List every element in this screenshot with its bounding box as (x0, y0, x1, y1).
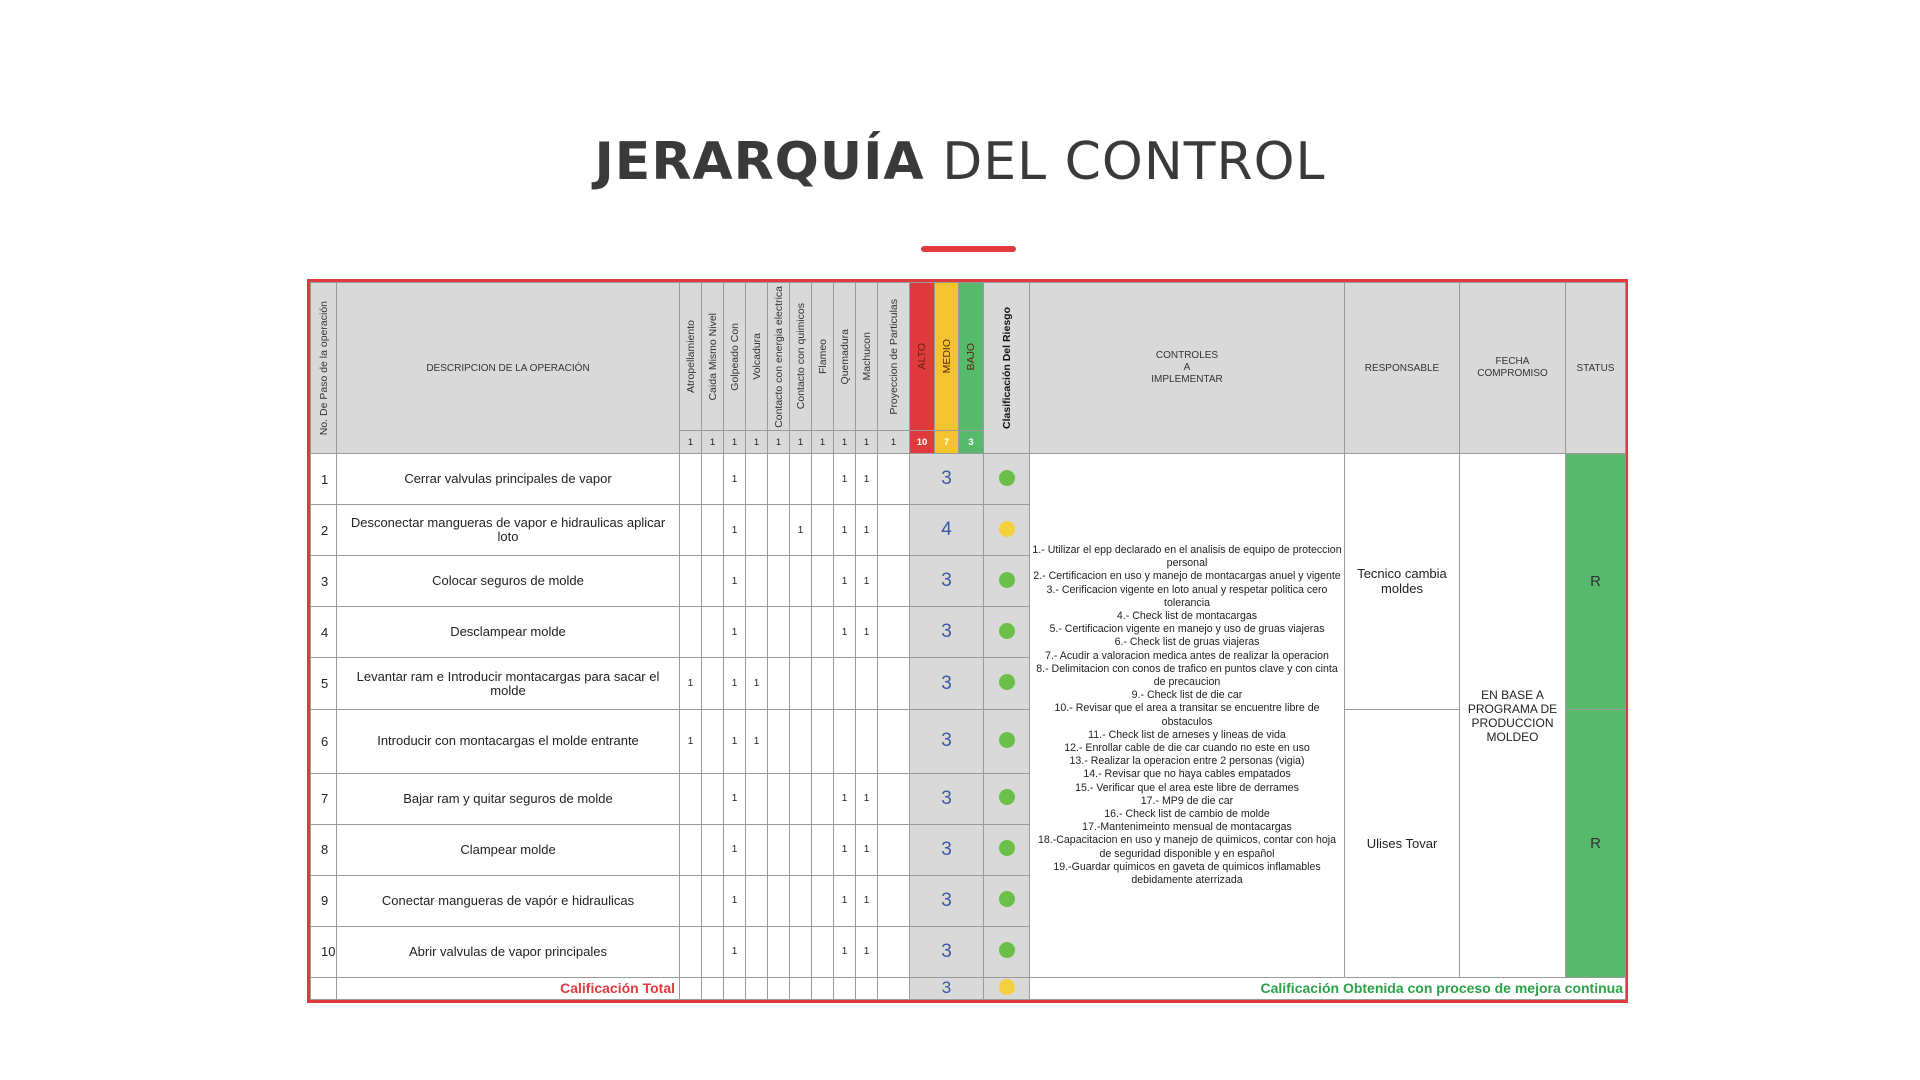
hazard-mark: 1 (724, 709, 746, 773)
hazard-mark: 1 (834, 454, 856, 505)
risk-classification (984, 709, 1030, 773)
status-value: R (1566, 454, 1626, 709)
title-bold: JERARQUÍA (594, 132, 925, 192)
hazard-mark (856, 709, 878, 773)
hazard-mark: 1 (856, 773, 878, 824)
hazard-mark (834, 709, 856, 773)
hazard-mark (680, 556, 702, 607)
hazard-mark: 1 (724, 658, 746, 709)
header-hazard: Contacto con quimicos (790, 283, 812, 431)
hazard-mark (768, 607, 790, 658)
hazard-mark (790, 658, 812, 709)
hazard-mark: 1 (680, 709, 702, 773)
risk-control-table (310, 282, 1626, 1000)
risk-score: 4 (910, 505, 984, 556)
hazard-mark: 1 (856, 556, 878, 607)
risk-dot (999, 470, 1015, 486)
hazard-mark (680, 607, 702, 658)
hazard-mark: 1 (790, 505, 812, 556)
title-light: DEL CONTROL (924, 132, 1326, 192)
risk-dot (999, 840, 1015, 856)
risk-dot (999, 789, 1015, 805)
hazard-weight: 1 (746, 431, 768, 454)
risk-classification (984, 773, 1030, 824)
hazard-weight: 1 (768, 431, 790, 454)
operation-description: Desconectar mangueras de vapor e hidraulicas aplicar loto (337, 505, 680, 556)
level-value-bajo: 3 (959, 431, 984, 454)
hazard-mark (702, 556, 724, 607)
hazard-mark (812, 773, 834, 824)
responsible-person: Ulises Tovar (1345, 709, 1460, 977)
header-hazard: Golpeado Con (724, 283, 746, 431)
level-value-alto: 10 (910, 431, 935, 454)
hazard-mark (702, 824, 724, 875)
hazard-mark (878, 773, 910, 824)
hazard-mark: 1 (724, 824, 746, 875)
header-hazard: Flameo (812, 283, 834, 431)
table-row (311, 709, 1626, 773)
hazard-mark (878, 824, 910, 875)
risk-score: 3 (910, 658, 984, 709)
hazard-mark: 1 (724, 926, 746, 977)
hazard-weight: 1 (790, 431, 812, 454)
hazard-mark (812, 607, 834, 658)
hazard-mark (746, 824, 768, 875)
hazard-mark (790, 607, 812, 658)
header-classification: Clasificación Del Riesgo (984, 283, 1030, 454)
hazard-mark (834, 658, 856, 709)
header-level-bajo: BAJO (959, 283, 984, 431)
hazard-mark (746, 607, 768, 658)
hazard-mark (812, 505, 834, 556)
hazard-mark (680, 454, 702, 505)
hazard-mark (790, 824, 812, 875)
hazard-weight: 1 (702, 431, 724, 454)
hazard-mark (790, 454, 812, 505)
header-controls: CONTROLES A IMPLEMENTAR (1030, 283, 1345, 454)
step-number: 8 (311, 824, 337, 875)
step-number: 10 (311, 926, 337, 977)
hazard-mark (812, 926, 834, 977)
hazard-mark (812, 556, 834, 607)
hazard-mark: 1 (724, 505, 746, 556)
hazard-mark (746, 773, 768, 824)
hazard-mark (746, 556, 768, 607)
header-status: STATUS (1566, 283, 1626, 454)
hazard-mark (680, 773, 702, 824)
hazard-mark (768, 505, 790, 556)
hazard-weight: 1 (834, 431, 856, 454)
hazard-mark (768, 454, 790, 505)
hazard-mark (812, 709, 834, 773)
hazard-weight: 1 (724, 431, 746, 454)
hazard-mark (790, 556, 812, 607)
hazard-mark (790, 875, 812, 926)
operation-description: Levantar ram e Introducir montacargas para sacar el molde (337, 658, 680, 709)
hazard-mark: 1 (856, 607, 878, 658)
hazard-weight: 1 (878, 431, 910, 454)
risk-score: 3 (910, 875, 984, 926)
page-title (0, 132, 1920, 192)
step-number: 9 (311, 875, 337, 926)
header-hazard: Atropellamiento (680, 283, 702, 431)
total-classification (984, 977, 1030, 999)
hazard-mark: 1 (856, 824, 878, 875)
hazard-mark: 1 (856, 926, 878, 977)
risk-classification (984, 454, 1030, 505)
hazard-mark (702, 454, 724, 505)
risk-dot (999, 942, 1015, 958)
hazard-mark (680, 926, 702, 977)
hazard-mark: 1 (724, 556, 746, 607)
hazard-mark (812, 658, 834, 709)
operation-description: Introducir con montacargas el molde entrante (337, 709, 680, 773)
header-level-medio: MEDIO (935, 283, 959, 431)
hazard-mark: 1 (834, 556, 856, 607)
header-hazard: Proyeccion de Particulas (878, 283, 910, 431)
hazard-mark (702, 875, 724, 926)
hazard-mark (878, 875, 910, 926)
hazard-mark (790, 709, 812, 773)
hazard-mark (878, 556, 910, 607)
step-number: 7 (311, 773, 337, 824)
operation-description: Cerrar valvulas principales de vapor (337, 454, 680, 505)
header-hazard: Caida Mismo Nivel (702, 283, 724, 431)
hazard-mark: 1 (834, 824, 856, 875)
hazard-mark (768, 926, 790, 977)
hazard-mark (878, 926, 910, 977)
hazard-mark (702, 773, 724, 824)
hazard-mark (878, 505, 910, 556)
risk-dot (999, 732, 1015, 748)
hazard-mark: 1 (834, 607, 856, 658)
risk-dot (999, 623, 1015, 639)
hazard-weight: 1 (680, 431, 702, 454)
hazard-weight: 1 (812, 431, 834, 454)
commitment-date: EN BASE A PROGRAMA DE PRODUCCION MOLDEO (1460, 454, 1566, 978)
risk-dot (999, 891, 1015, 907)
risk-score: 3 (910, 454, 984, 505)
status-value: R (1566, 709, 1626, 977)
hazard-mark (768, 773, 790, 824)
hazard-mark (702, 607, 724, 658)
risk-score: 3 (910, 824, 984, 875)
hazard-mark (790, 926, 812, 977)
risk-classification (984, 926, 1030, 977)
risk-dot (999, 572, 1015, 588)
hazard-mark (768, 556, 790, 607)
controls-to-implement: 1.- Utilizar el epp declarado en el analisis de equipo de proteccion personal 2.- Certificacion en uso y manejo de montacargas anuel y vigente 3.- Cerificacion vigente en loto anual y respetar politica cero tolerancia 4.- Check list de montacargas 5.- Certificacion vigente en manejo y uso de gruas viajeras 6.- Check list de gruas viajeras 7.- Acudir a valoracion medica antes de realizar la operacion 8.- Delimitacion con conos de trafico en puntos clave y con cinta de precaucion 9.- Check list de die car 10.- Revisar que el area a transitar se encuentre libre de obstaculos 11.- Check list de arneses y lineas de vida 12.- Enrollar cable de die car cuando no este en uso 13.- Realizar la operacion entre 2 personas (vigia) 14.- Revisar que no haya cables empatados 15.- Verificar que el area este libre de derrames 17.- MP9 de die car 16.- Check list de cambio de molde 17.-Mantenimeinto mensual de montacargas 18.-Capacitacion en uso y manejo de quimicos, contar con hoja de seguridad disponible y en español 19.-Guardar quimicos en gaveta de quimicos inflamables debidamente aterrizada (1030, 454, 1345, 978)
hazard-mark (680, 824, 702, 875)
risk-score: 3 (910, 556, 984, 607)
improvement-note: Calificación Obtenida con proceso de mejora continua (1030, 977, 1626, 999)
hazard-mark (878, 607, 910, 658)
operation-description: Conectar mangueras de vapór e hidraulicas (337, 875, 680, 926)
hazard-weight: 1 (856, 431, 878, 454)
hazard-mark: 1 (724, 607, 746, 658)
hazard-mark (790, 773, 812, 824)
total-row (311, 977, 1626, 999)
total-dot (999, 979, 1015, 995)
hazard-mark (746, 926, 768, 977)
hazard-mark (856, 658, 878, 709)
hazard-mark: 1 (856, 505, 878, 556)
level-value-medio: 7 (935, 431, 959, 454)
header-hazard: Quemadura (834, 283, 856, 431)
hazard-mark (768, 824, 790, 875)
hazard-mark (878, 454, 910, 505)
risk-score: 3 (910, 773, 984, 824)
risk-classification (984, 658, 1030, 709)
hazard-mark (812, 824, 834, 875)
table-row (311, 454, 1626, 505)
hazard-mark (878, 658, 910, 709)
hazard-mark: 1 (746, 658, 768, 709)
title-underline (921, 246, 1016, 252)
operation-description: Desclampear molde (337, 607, 680, 658)
hazard-mark (812, 875, 834, 926)
header-hazard: Contacto con energia electrica (768, 283, 790, 431)
hazard-mark: 1 (724, 773, 746, 824)
total-score: 3 (910, 977, 984, 999)
hazard-mark (768, 709, 790, 773)
hazard-mark (702, 505, 724, 556)
header-description: DESCRIPCION DE LA OPERACIÓN (337, 283, 680, 454)
hazard-mark: 1 (834, 926, 856, 977)
step-number: 3 (311, 556, 337, 607)
hazard-mark (702, 926, 724, 977)
hazard-mark (746, 454, 768, 505)
step-number: 4 (311, 607, 337, 658)
hazard-mark (746, 875, 768, 926)
operation-description: Bajar ram y quitar seguros de molde (337, 773, 680, 824)
risk-score: 3 (910, 607, 984, 658)
hazard-mark: 1 (746, 709, 768, 773)
hazard-mark (702, 658, 724, 709)
hazard-mark: 1 (856, 875, 878, 926)
header-step-number: No. De Paso de la operación (311, 283, 337, 454)
risk-classification (984, 556, 1030, 607)
hazard-mark (812, 454, 834, 505)
hazard-mark (702, 709, 724, 773)
step-number: 6 (311, 709, 337, 773)
responsible-person: Tecnico cambia moldes (1345, 454, 1460, 709)
header-responsible: RESPONSABLE (1345, 283, 1460, 454)
risk-score: 3 (910, 926, 984, 977)
hazard-mark (746, 505, 768, 556)
risk-dot (999, 521, 1015, 537)
header-level-alto: ALTO (910, 283, 935, 431)
header-hazard: Volcadura (746, 283, 768, 431)
hazard-mark (680, 875, 702, 926)
hazard-mark (878, 709, 910, 773)
hazard-mark: 1 (834, 505, 856, 556)
hazard-mark: 1 (834, 875, 856, 926)
step-number: 1 (311, 454, 337, 505)
step-number: 5 (311, 658, 337, 709)
step-number: 2 (311, 505, 337, 556)
header-date: FECHA COMPROMISO (1460, 283, 1566, 454)
risk-classification (984, 824, 1030, 875)
total-label: Calificación Total (337, 977, 680, 999)
risk-classification (984, 875, 1030, 926)
operation-description: Abrir valvulas de vapor principales (337, 926, 680, 977)
hazard-mark: 1 (680, 658, 702, 709)
hazard-mark (768, 875, 790, 926)
operation-description: Clampear molde (337, 824, 680, 875)
hazard-mark: 1 (856, 454, 878, 505)
hazard-mark (680, 505, 702, 556)
risk-score: 3 (910, 709, 984, 773)
hazard-mark: 1 (724, 875, 746, 926)
risk-classification (984, 505, 1030, 556)
risk-classification (984, 607, 1030, 658)
header-hazard: Machucon (856, 283, 878, 431)
hazard-mark (768, 658, 790, 709)
risk-dot (999, 674, 1015, 690)
hazard-mark: 1 (724, 454, 746, 505)
operation-description: Colocar seguros de molde (337, 556, 680, 607)
hazard-mark: 1 (834, 773, 856, 824)
